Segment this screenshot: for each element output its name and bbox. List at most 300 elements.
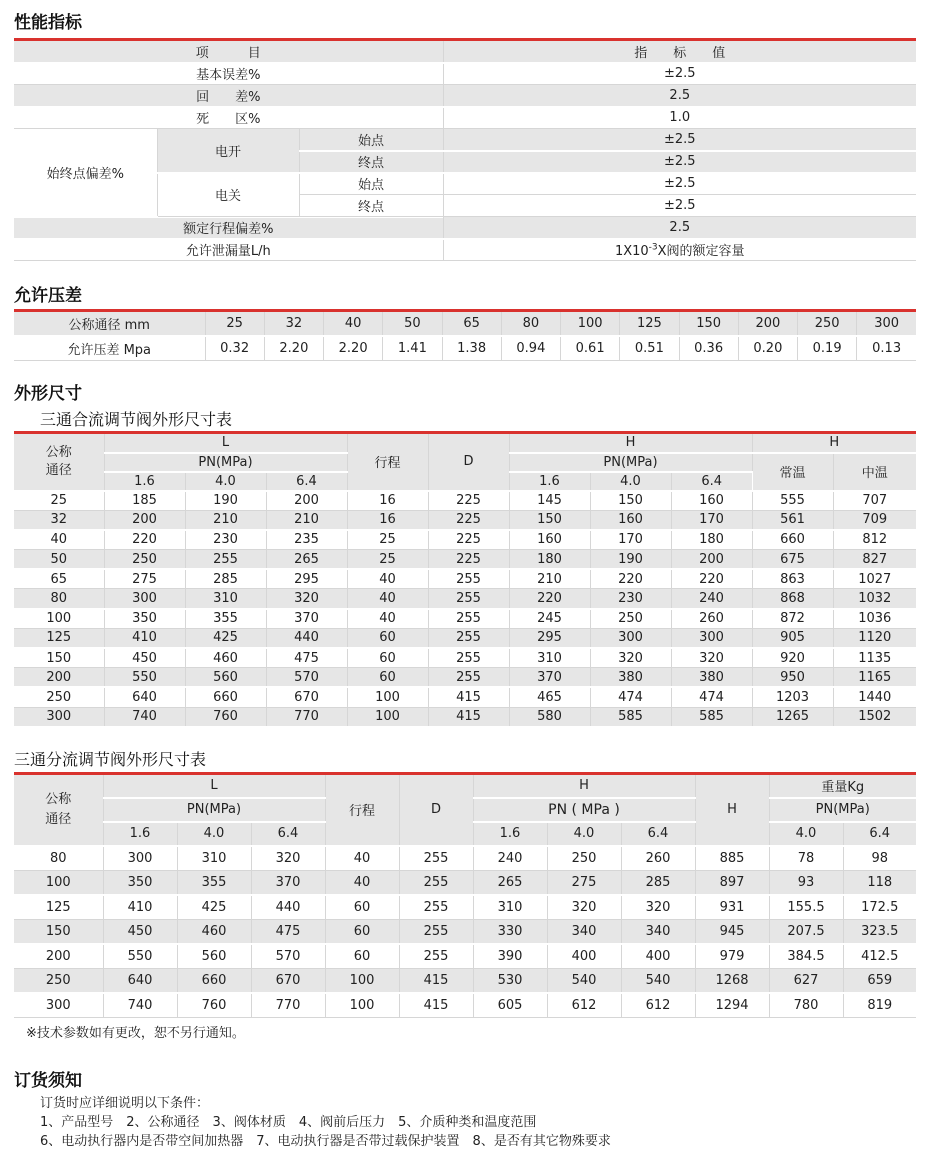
table-cell: 60 [347,668,428,688]
table-cell: 245 [509,609,590,629]
table-cell: 474 [590,687,671,707]
table-cell: 612 [547,993,621,1018]
table-cell: 760 [177,993,251,1018]
table-cell: 370 [509,668,590,688]
table-cell: 640 [103,968,177,993]
table-cell: 1203 [752,687,833,707]
table-cell: 1294 [695,993,769,1018]
table-row [14,944,916,969]
table-cell: 450 [104,648,185,668]
table-cell: 605 [473,993,547,1018]
dn-cell: 200 [738,311,797,336]
table-cell: 340 [547,919,621,944]
table-cell: 300 [14,993,103,1018]
table-cell: 440 [266,628,347,648]
dn-cell: 100 [561,311,620,336]
table-cell: 240 [473,846,547,871]
section-title-dimensions: 外形尺寸 [14,384,82,404]
table-cell: 100 [347,687,428,707]
table-cell: 170 [671,510,752,530]
table-cell: 355 [185,609,266,629]
table-cell: 310 [473,895,547,920]
table-cell: 400 [621,944,695,969]
table-cell: 580 [509,707,590,727]
table-cell: 275 [104,569,185,589]
header-H: H [473,774,695,798]
start-label: 始点 [299,129,443,151]
table-cell: 707 [833,491,916,511]
pressure-cell: 1.38 [442,336,501,361]
table-cell: 740 [104,707,185,727]
header-pn: 6.4 [621,822,695,846]
pressure-cell: 0.36 [679,336,738,361]
header-pn: 6.4 [266,472,347,491]
table-cell: 460 [185,648,266,668]
table-row [14,589,916,609]
dn-cell: 50 [383,311,442,336]
table-cell: 320 [621,895,695,920]
pressure-cell: 2.20 [324,336,383,361]
table-cell: 380 [671,668,752,688]
table-cell: 40 [325,870,399,895]
table-cell: 323.5 [843,919,916,944]
pressure-cell: 0.32 [205,336,264,361]
table-cell: 220 [509,589,590,609]
table-cell: 1032 [833,589,916,609]
table-cell: 40 [325,846,399,871]
table-cell: 320 [671,648,752,668]
header-pn: PN ( MPa ) [473,798,695,822]
order-line: 1、产品型号 2、公称通径 3、阀体材质 4、阀前后压力 5、介质种类和温度范围 [40,1115,537,1130]
table-row [14,870,916,895]
table-row [14,993,916,1018]
row-value: ±2.5 [443,129,916,151]
table-cell: 200 [671,550,752,570]
table-cell: 285 [621,870,695,895]
row-label: 允许压差 Mpa [14,336,205,361]
open-label: 电开 [157,129,299,173]
table-cell: 60 [325,944,399,969]
table-cell: 770 [266,707,347,727]
header-pn: PN(MPa) [769,798,916,822]
table-cell: 340 [621,919,695,944]
table-cell: 425 [177,895,251,920]
table-cell: 98 [843,846,916,871]
header-mid-temp: 中温 [833,453,916,491]
table-cell: 250 [14,687,104,707]
table-cell: 555 [752,491,833,511]
table-row [14,628,916,648]
table-cell: 40 [347,609,428,629]
table-cell: 185 [104,491,185,511]
table-cell: 570 [266,668,347,688]
table-row [14,668,916,688]
table-cell: 250 [14,968,103,993]
table-cell: 210 [266,510,347,530]
table-cell: 25 [347,550,428,570]
header-pn: PN(MPa) [104,453,347,472]
table-cell: 255 [399,846,473,871]
table-cell: 16 [347,510,428,530]
table-cell: 905 [752,628,833,648]
table-cell: 220 [671,569,752,589]
header-stroke: 行程 [325,774,399,846]
dn-cell: 150 [679,311,738,336]
order-line: 订货时应详细说明以下条件： [40,1096,210,1111]
table-cell: 255 [428,628,509,648]
table-cell: 474 [671,687,752,707]
table-cell: 220 [104,530,185,550]
table-cell: 675 [752,550,833,570]
header-D: D [428,433,509,491]
table-row [14,569,916,589]
table-cell: 200 [14,668,104,688]
table-cell: 80 [14,589,104,609]
pressure-cell: 0.94 [501,336,560,361]
start-label: 始点 [299,173,443,195]
table-cell: 60 [347,628,428,648]
table-cell: 100 [14,609,104,629]
table-cell: 540 [621,968,695,993]
header-pn: 1.6 [103,822,177,846]
end-label: 终点 [299,151,443,173]
table-cell: 570 [251,944,325,969]
table-cell: 230 [590,589,671,609]
table-cell: 1165 [833,668,916,688]
pressure-cell: 0.13 [857,336,916,361]
table-row [14,687,916,707]
row-value: 2.5 [443,217,916,239]
table-cell: 50 [14,550,104,570]
table-cell: 1120 [833,628,916,648]
table-cell: 225 [428,550,509,570]
group-label: 始终点偏差% [14,129,157,217]
table-cell: 100 [14,870,103,895]
pressure-table [14,309,916,361]
table-cell: 160 [671,491,752,511]
header-pn: 4.0 [769,822,843,846]
dn-cell: 32 [264,311,323,336]
table-cell: 415 [428,687,509,707]
table-row [14,846,916,871]
table-cell: 370 [251,870,325,895]
table-cell: 16 [347,491,428,511]
table-cell: 709 [833,510,916,530]
table-row [14,510,916,530]
table-cell: 255 [428,589,509,609]
pressure-cell: 1.41 [383,336,442,361]
table-cell: 225 [428,491,509,511]
table-cell: 118 [843,870,916,895]
table-cell: 475 [266,648,347,668]
table-cell: 415 [399,968,473,993]
dn-cell: 65 [442,311,501,336]
table-cell: 885 [695,846,769,871]
table-cell: 550 [104,668,185,688]
dn-cell: 40 [324,311,383,336]
table-cell: 460 [177,919,251,944]
header-pn: 4.0 [547,822,621,846]
row-value: ±2.5 [443,173,916,195]
leak-pre: 1X10 [614,244,649,260]
header-pn: 6.4 [843,822,916,846]
dn-cell: 300 [857,311,916,336]
table-cell: 760 [185,707,266,727]
table-cell: 585 [671,707,752,727]
header-L: L [104,433,347,453]
table-cell: 920 [752,648,833,668]
leak-value [443,239,916,261]
table-cell: 250 [547,846,621,871]
header-pn: 1.6 [509,472,590,491]
table-row [14,968,916,993]
row-value: ±2.5 [443,63,916,85]
table-cell: 250 [590,609,671,629]
table-cell: 155.5 [769,895,843,920]
table-cell: 670 [266,687,347,707]
table-cell: 210 [185,510,266,530]
row-label: 允许泄漏量L/h [14,239,443,261]
table-cell: 1135 [833,648,916,668]
table-cell: 410 [104,628,185,648]
table-cell: 255 [399,944,473,969]
table-cell: 627 [769,968,843,993]
dn-cell: 250 [798,311,857,336]
table-row [14,895,916,920]
table-cell: 390 [473,944,547,969]
table-cell: 235 [266,530,347,550]
table-cell: 230 [185,530,266,550]
table-cell: 300 [103,846,177,871]
header-H-total: H [695,774,769,846]
table-cell: 160 [590,510,671,530]
table-cell: 172.5 [843,895,916,920]
table-cell: 150 [14,648,104,668]
header-pn: 4.0 [590,472,671,491]
end-label: 终点 [299,195,443,217]
table-cell: 60 [325,895,399,920]
table-cell: 190 [185,491,266,511]
table-cell: 225 [428,530,509,550]
table-cell: 585 [590,707,671,727]
row-label: 额定行程偏差% [14,217,443,239]
table-cell: 350 [104,609,185,629]
table-cell: 410 [103,895,177,920]
table-cell: 863 [752,569,833,589]
order-line: 6、电动执行器内是否带空间加热器 7、电动执行器是否带过载保护装置 8、是否有其它物殊要求 [40,1134,611,1149]
table-cell: 660 [752,530,833,550]
table-cell: 255 [399,919,473,944]
table-cell: 60 [347,648,428,668]
header-pn: 4.0 [185,472,266,491]
row-label: 公称通径 mm [14,311,205,336]
table-cell: 660 [177,968,251,993]
table-cell: 640 [104,687,185,707]
header-pn: PN(MPa) [509,453,752,472]
table-cell: 300 [104,589,185,609]
table-cell: 65 [14,569,104,589]
table-cell: 150 [590,491,671,511]
table-cell: 100 [325,993,399,1018]
table-cell: 80 [14,846,103,871]
table-cell: 300 [14,707,104,727]
table-cell: 25 [347,530,428,550]
table-cell: 1268 [695,968,769,993]
table-cell: 78 [769,846,843,871]
table-cell: 450 [103,919,177,944]
table-cell: 100 [325,968,399,993]
table-cell: 150 [14,919,103,944]
header-normal-temp: 常温 [752,453,833,491]
table-cell: 145 [509,491,590,511]
table-cell: 415 [399,993,473,1018]
table-cell: 125 [14,895,103,920]
dn-cell: 125 [620,311,679,336]
footnote: ※技术参数如有更改，恕不另行通知。 [26,1026,245,1041]
leak-post: X阀的额定容量 [657,244,745,260]
table-cell: 1027 [833,569,916,589]
table-cell: 310 [185,589,266,609]
table-cell: 125 [14,628,104,648]
table-cell: 380 [590,668,671,688]
table-row [14,609,916,629]
table-cell: 827 [833,550,916,570]
table-cell: 1440 [833,687,916,707]
table-cell: 225 [428,510,509,530]
table-cell: 32 [14,510,104,530]
header-pn: 1.6 [104,472,185,491]
header-weight: 重量Kg [769,774,916,798]
table-cell: 255 [399,895,473,920]
header-pn: 6.4 [671,472,752,491]
table-cell: 310 [177,846,251,871]
table-cell: 300 [590,628,671,648]
row-value: ±2.5 [443,151,916,173]
table-cell: 40 [347,589,428,609]
table-title-merge: 三通合流调节阀外形尺寸表 [40,410,233,429]
table-cell: 412.5 [843,944,916,969]
table-cell: 180 [671,530,752,550]
table-cell: 265 [266,550,347,570]
row-label: 死 区% [14,107,443,129]
table-cell: 950 [752,668,833,688]
table-cell: 285 [185,569,266,589]
table-cell: 240 [671,589,752,609]
pressure-cell: 0.51 [620,336,679,361]
header-pn: 6.4 [251,822,325,846]
table-cell: 260 [621,846,695,871]
table-cell: 660 [185,687,266,707]
table-row [14,707,916,727]
table-cell: 320 [547,895,621,920]
table-cell: 150 [509,510,590,530]
table-cell: 945 [695,919,769,944]
table-cell: 868 [752,589,833,609]
table-cell: 560 [177,944,251,969]
table-cell: 740 [103,993,177,1018]
table-cell: 440 [251,895,325,920]
table-cell: 250 [104,550,185,570]
table-cell: 295 [509,628,590,648]
table-cell: 255 [428,648,509,668]
table-cell: 93 [769,870,843,895]
table-cell: 255 [399,870,473,895]
table-cell: 931 [695,895,769,920]
table-cell: 100 [347,707,428,727]
table-cell: 350 [103,870,177,895]
table-cell: 275 [547,870,621,895]
pressure-cell: 0.19 [798,336,857,361]
header-L: L [103,774,325,798]
table-cell: 355 [177,870,251,895]
table-cell: 180 [509,550,590,570]
table-cell: 1036 [833,609,916,629]
table-cell: 530 [473,968,547,993]
row-label: 回 差% [14,85,443,107]
table-cell: 415 [428,707,509,727]
table-row [14,530,916,550]
dn-cell: 80 [501,311,560,336]
table-cell: 260 [671,609,752,629]
table-cell: 200 [266,491,347,511]
header-dn: 公称通径 [14,433,104,491]
table-cell: 384.5 [769,944,843,969]
table-row [14,648,916,668]
header-H: H [509,433,752,453]
table-cell: 370 [266,609,347,629]
table-cell: 200 [104,510,185,530]
table-cell: 540 [547,968,621,993]
table-row [14,919,916,944]
table-cell: 255 [185,550,266,570]
table-cell: 295 [266,569,347,589]
table-cell: 210 [509,569,590,589]
table-cell: 160 [509,530,590,550]
section-title-pressure: 允许压差 [14,286,82,306]
table-cell: 60 [325,919,399,944]
table-cell: 255 [428,668,509,688]
table-cell: 550 [103,944,177,969]
close-label: 电关 [157,173,299,217]
pressure-cell: 0.61 [561,336,620,361]
split-valve-table [14,772,916,1018]
table-cell: 40 [347,569,428,589]
pressure-cell: 0.20 [738,336,797,361]
table-cell: 310 [509,648,590,668]
table-cell: 670 [251,968,325,993]
table-cell: 1502 [833,707,916,727]
table-cell: 812 [833,530,916,550]
header-D: D [399,774,473,846]
header-item: 项 目 [14,40,443,63]
table-cell: 220 [590,569,671,589]
table-cell: 400 [547,944,621,969]
table-cell: 819 [843,993,916,1018]
header-pn: PN(MPa) [103,798,325,822]
table-cell: 897 [695,870,769,895]
table-cell: 265 [473,870,547,895]
header-pn: 1.6 [473,822,547,846]
table-cell: 465 [509,687,590,707]
table-cell: 40 [14,530,104,550]
header-pn: 4.0 [177,822,251,846]
table-cell: 25 [14,491,104,511]
table-row [14,550,916,570]
table-cell: 190 [590,550,671,570]
table-row [14,491,916,511]
dn-cell: 25 [205,311,264,336]
header-dn: 公称通径 [14,774,103,846]
